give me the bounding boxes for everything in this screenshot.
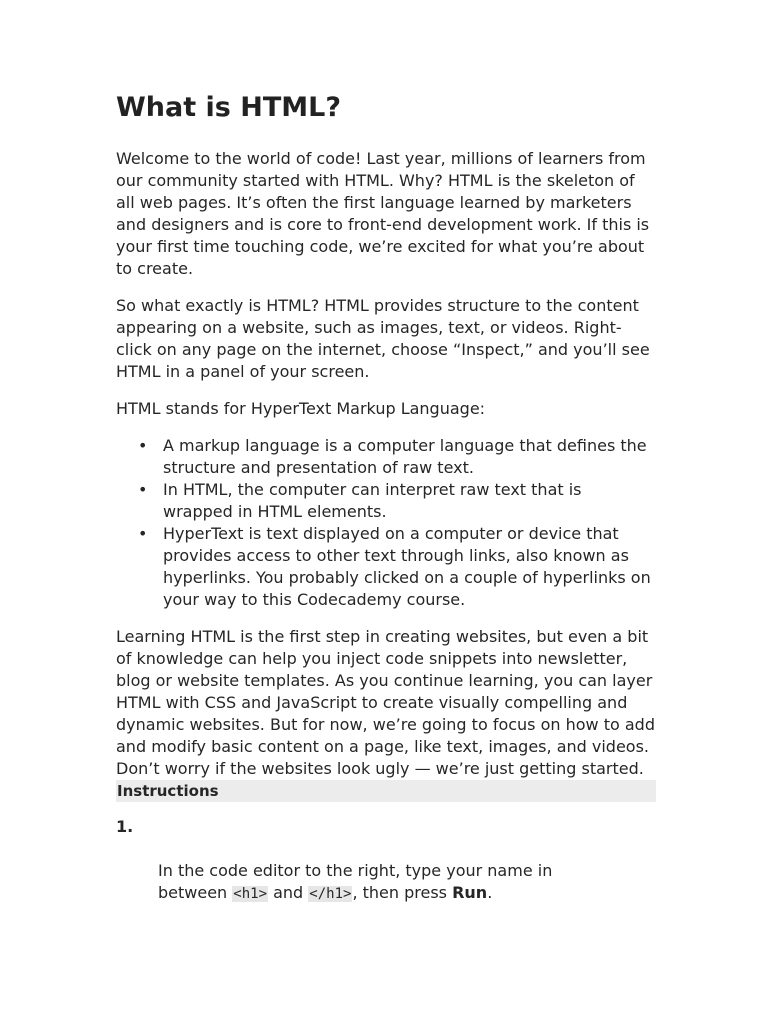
what-is-html-paragraph: So what exactly is HTML? HTML provides structure to the content appearing on a website, such as images, text, or videos. Right-click on any page on the internet, choose “Inspect,” and you’ll see HTML in a panel of your screen.	[116, 296, 650, 381]
html-stands-for-paragraph: HTML stands for HyperText Markup Language:	[116, 399, 486, 418]
list-item-text: A markup language is a computer language that defines the structure and presentation of raw text.	[163, 436, 647, 477]
definition-list	[116, 435, 656, 611]
closing-paragraph: Learning HTML is the first step in creating websites, but even a bit of knowledge can help you inject code snippets into newsletter, blog or website templates. As you continue learning, you can layer HTML with CSS and JavaScript to create visually compelling and dynamic websites. But for now, we’re going to focus on how to add and modify basic content on a page, like text, images, and videos. Don’t worry if the websites look ugly — we’re just getting started.	[116, 627, 655, 778]
list-item-text: In HTML, the computer can interpret raw text that is wrapped in HTML elements.	[163, 480, 582, 521]
intro-paragraph: Welcome to the world of code! Last year, millions of learners from our community started with HTML. Why? HTML is the skeleton of all web pages. It’s often the first language learned by marketers and designers and is core to front-end development work. If this is your first time touching code, we’re excited for what you’re about to create.	[116, 149, 650, 278]
bullet-icon: •	[138, 436, 148, 455]
step-instruction	[158, 860, 578, 905]
step-text-end: .	[487, 883, 493, 902]
step-text-before: In the code editor to the right, type your name in between	[158, 861, 553, 902]
step-text-and: and	[268, 883, 309, 902]
page-title: What is HTML?	[116, 92, 342, 123]
step-text-then: , then press	[352, 883, 453, 902]
h1-open-tag-code: <h1>	[233, 886, 267, 902]
list-item-text: HyperText is text displayed on a computer or device that provides access to other text through links, also known as hyperlinks. You probably clicked on a couple of hyperlinks on your way to this Codecademy course.	[163, 524, 651, 609]
bullet-icon: •	[138, 480, 148, 499]
h1-close-tag-code: </h1>	[309, 886, 352, 902]
instructions-heading: Instructions	[116, 780, 656, 802]
bullet-icon: •	[138, 524, 148, 543]
list-item	[116, 435, 656, 479]
list-item	[116, 479, 656, 523]
run-label: Run	[452, 883, 488, 902]
list-item	[116, 523, 656, 611]
article	[116, 90, 656, 905]
step-number: 1.	[116, 817, 134, 836]
